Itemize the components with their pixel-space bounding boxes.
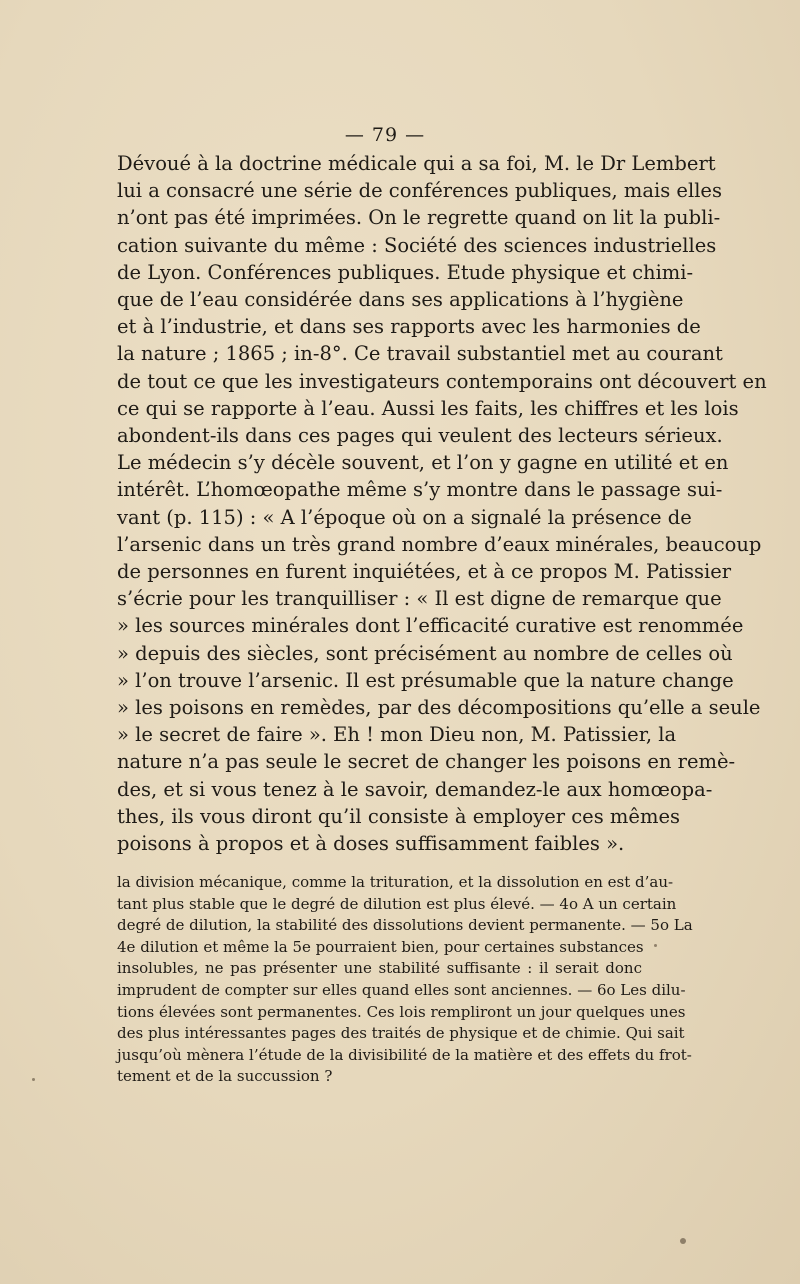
paper-speck: [32, 1078, 35, 1081]
text-line: » depuis des siècles, sont précisément au nombre de celles où: [117, 641, 733, 665]
footnote-line: tement et de la succussion ?: [117, 1067, 333, 1086]
text-line: cation suivante du même : Société des sciences industrielles: [117, 233, 717, 257]
text-line: et à l’industrie, et dans ses rapports avec les harmonies de: [117, 315, 701, 339]
text-line: » les sources minérales dont l’efficacité curative est renommée: [117, 614, 744, 638]
text-line: de Lyon. Conférences publiques. Etude physique et chimi-: [117, 260, 694, 284]
footnote-block: [117, 872, 693, 1088]
paper-speck: [680, 1238, 686, 1244]
text-line: que de l’eau considérée dans ses applications à l’hygiène: [117, 288, 684, 312]
text-line: intérêt. L’homœopathe même s’y montre dans le passage sui-: [117, 478, 723, 502]
footnote-line: tions élevées sont permanentes. Ces lois rempliront un jour quelques unes: [117, 1002, 686, 1021]
text-line: vant (p. 115) : « A l’époque où on a signalé la présence de: [117, 505, 692, 529]
text-line: » l’on trouve l’arsenic. Il est présumable que la nature change: [117, 668, 734, 692]
text-line: abondent-ils dans ces pages qui veulent des lecteurs sérieux.: [117, 424, 723, 448]
footnote-line: la division mécanique, comme la trituration, et la dissolution en est d’au-: [117, 873, 674, 891]
paper-speck: [654, 944, 657, 947]
text-line: de tout ce que les investigateurs contemporains ont découvert en: [117, 369, 767, 393]
footnote-line: jusqu’où mènera l’étude de la divisibilité de la matière et des effets du frot-: [117, 1045, 692, 1064]
text-line: poisons à propos et à doses suffisamment faibles ».: [117, 832, 625, 856]
footnote-line: 4e dilution et même la 5e pourraient bien, pour certaines substances: [117, 937, 644, 956]
page-number: — 79 —: [344, 124, 426, 146]
text-line: thes, ils vous diront qu’il consiste à employer ces mêmes: [117, 804, 680, 828]
text-line: l’arsenic dans un très grand nombre d’eaux minérales, beaucoup: [117, 532, 762, 556]
text-line: lui a consacré une série de conférences publiques, mais elles: [117, 179, 722, 203]
text-line: ce qui se rapporte à l’eau. Aussi les faits, les chiffres et les lois: [117, 396, 739, 420]
text-line: n’ont pas été imprimées. On le regrette quand on lit la publi-: [117, 206, 721, 230]
text-line: la nature ; 1865 ; in-8°. Ce travail substantiel met au courant: [117, 342, 723, 366]
main-text-block: [117, 150, 767, 857]
text-line: Le médecin s’y décèle souvent, et l’on y gagne en utilité et en: [117, 451, 729, 475]
footnote-line: insolubles, ne pas présenter une stabilité suffisante : il serait donc: [117, 959, 642, 978]
footnote-line: tant plus stable que le degré de dilution est plus élevé. — 4o A un certain: [117, 894, 677, 913]
text-line: » le secret de faire ». Eh ! mon Dieu non, M. Patissier, la: [117, 723, 677, 747]
text-line: s’écrie pour les tranquilliser : « Il est digne de remarque que: [117, 587, 722, 611]
footnote-line: degré de dilution, la stabilité des dissolutions devient permanente. — 5o La: [117, 916, 693, 935]
text-line: » les poisons en remèdes, par des décompositions qu’elle a seule: [117, 696, 761, 720]
text-line: Dévoué à la doctrine médicale qui a sa foi, M. le Dr Lembert: [117, 152, 716, 175]
text-line: des, et si vous tenez à le savoir, demandez-le aux homœopa-: [117, 777, 713, 801]
text-line: nature n’a pas seule le secret de changer les poisons en remè-: [117, 750, 736, 774]
footnote-line: imprudent de compter sur elles quand elles sont anciennes. — 6o Les dilu-: [117, 980, 686, 999]
footnote-line: des plus intéressantes pages des traités de physique et de chimie. Qui sait: [117, 1024, 685, 1043]
text-line: de personnes en furent inquiétées, et à ce propos M. Patissier: [117, 560, 732, 584]
